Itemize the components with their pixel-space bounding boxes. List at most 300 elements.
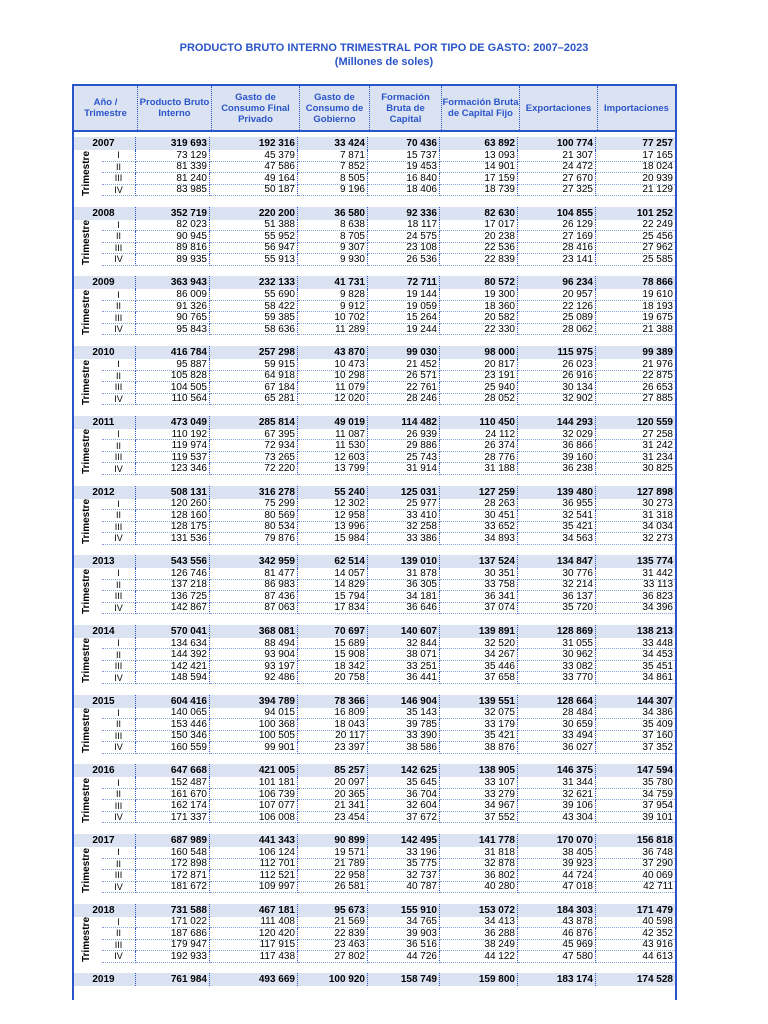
year-value: 70 697 (298, 625, 368, 638)
year-value: 63 892 (440, 137, 518, 150)
quarter-value: 181 672 (136, 882, 210, 894)
quarter-value: 16 840 (368, 173, 440, 185)
quarter-value: 8 505 (298, 173, 368, 185)
quarter-value: 32 878 (440, 859, 518, 871)
quarter-value: 67 395 (210, 429, 298, 441)
quarter-value: 26 939 (368, 429, 440, 441)
quarter-value: 26 129 (518, 220, 596, 232)
quarter-value: 19 571 (298, 847, 368, 859)
quarter-value: 22 126 (518, 301, 596, 313)
year-value: 33 424 (298, 137, 368, 150)
quarter-value: 30 659 (518, 719, 596, 731)
quarter-value: 26 374 (440, 440, 518, 452)
year-value: 232 133 (210, 276, 298, 289)
year-value: 120 559 (636, 416, 673, 428)
year-value: 99 030 (368, 346, 440, 359)
year-row (72, 416, 677, 429)
quarter-value: 33 448 (596, 638, 675, 650)
year-label: 2009 (72, 276, 136, 289)
quarter-value: 83 985 (136, 185, 210, 197)
quarter-value: 33 113 (596, 580, 675, 592)
year-value: 543 556 (136, 555, 210, 568)
quarter-value: 21 129 (596, 185, 675, 197)
quarter-value: 37 552 (440, 812, 518, 824)
year-value: 153 072 (440, 904, 518, 917)
quarter-value: 58 636 (210, 324, 298, 336)
quarter-value: 31 234 (596, 452, 675, 464)
trimestre-label: Trimestre (81, 708, 93, 754)
quarter-value: 32 604 (368, 800, 440, 812)
quarter-row (72, 603, 677, 615)
quarter-value: 26 571 (368, 371, 440, 383)
quarter-value: 34 861 (596, 672, 675, 684)
quarter-value: 42 352 (596, 928, 675, 940)
quarter-value: 26 023 (518, 359, 596, 371)
quarter-value: 64 918 (210, 371, 298, 383)
quarter-value: 25 743 (368, 452, 440, 464)
quarter-value: 50 187 (210, 185, 298, 197)
quarter-value: 11 530 (298, 440, 368, 452)
quarter-value: 19 610 (596, 289, 675, 301)
trimestre-label: Trimestre (81, 638, 93, 684)
quarter-value: 39 101 (596, 812, 675, 824)
quarter-value: 38 249 (440, 940, 518, 952)
year-value: 687 989 (136, 834, 210, 847)
quarter-value: 35 780 (596, 777, 675, 789)
quarter-row (72, 440, 677, 452)
quarter-value: 39 903 (368, 928, 440, 940)
year-value: 96 234 (518, 276, 596, 289)
quarter-value: 28 052 (440, 394, 518, 406)
quarter-label: I (102, 708, 136, 720)
quarter-value: 86 983 (210, 580, 298, 592)
quarter-label: IV (102, 185, 136, 197)
quarter-value: 13 093 (440, 150, 518, 162)
quarter-value: 30 351 (440, 568, 518, 580)
quarter-value: 44 613 (596, 951, 675, 963)
quarter-value: 31 344 (518, 777, 596, 789)
quarter-value: 112 521 (210, 870, 298, 882)
quarter-value: 31 914 (368, 463, 440, 475)
quarter-row (72, 220, 677, 232)
quarter-value: 15 689 (298, 638, 368, 650)
quarter-value: 34 453 (596, 649, 675, 661)
quarter-value: 47 580 (518, 951, 596, 963)
year-value: 146 904 (368, 695, 440, 708)
quarter-value: 117 915 (210, 940, 298, 952)
quarter-value: 15 737 (368, 150, 440, 162)
quarter-value: 117 438 (210, 951, 298, 963)
quarter-value: 19 453 (368, 162, 440, 174)
year-row (72, 834, 677, 847)
quarter-value: 35 720 (518, 603, 596, 615)
quarter-value: 67 184 (210, 382, 298, 394)
quarter-value: 47 018 (518, 882, 596, 894)
quarter-value: 33 251 (368, 661, 440, 673)
year-value: 147 594 (636, 765, 673, 777)
year-value: 41 731 (298, 276, 368, 289)
quarter-value: 90 765 (136, 312, 210, 324)
quarter-value: 105 828 (136, 371, 210, 383)
year-value: 127 898 (636, 486, 673, 498)
year-value: 570 041 (136, 625, 210, 638)
quarter-value: 95 843 (136, 324, 210, 336)
quarter-value: 23 463 (298, 940, 368, 952)
year-value: 170 070 (518, 834, 596, 847)
quarter-value: 28 416 (518, 243, 596, 255)
quarter-value: 9 912 (298, 301, 368, 313)
quarter-value: 36 802 (440, 870, 518, 882)
quarter-value: 31 188 (440, 463, 518, 475)
year-value: 62 514 (298, 555, 368, 568)
quarter-row (72, 742, 677, 754)
year-value: 493 669 (210, 973, 298, 986)
year-value: 342 959 (210, 555, 298, 568)
quarter-row (72, 940, 677, 952)
quarter-value: 137 218 (136, 580, 210, 592)
year-row (72, 973, 677, 986)
quarter-value: 20 117 (298, 731, 368, 743)
year-value: 731 588 (136, 904, 210, 917)
quarter-value: 30 451 (440, 510, 518, 522)
quarter-row (72, 568, 677, 580)
quarter-value: 19 144 (368, 289, 440, 301)
year-label: 2007 (72, 137, 136, 150)
quarter-value: 109 997 (210, 882, 298, 894)
quarter-row (72, 185, 677, 197)
quarter-label: III (102, 312, 136, 324)
year-row (72, 346, 677, 359)
quarter-value: 150 346 (136, 731, 210, 743)
quarter-value: 30 273 (596, 499, 675, 511)
quarter-value: 30 134 (518, 382, 596, 394)
quarter-row (72, 289, 677, 301)
quarter-value: 153 446 (136, 719, 210, 731)
year-value: 142 495 (368, 834, 440, 847)
quarter-value: 119 974 (136, 440, 210, 452)
quarter-row (72, 533, 677, 545)
quarter-value: 51 388 (210, 220, 298, 232)
quarter-value: 35 775 (368, 859, 440, 871)
quarter-value: 25 456 (596, 231, 675, 243)
quarter-value: 20 817 (440, 359, 518, 371)
quarter-value: 18 043 (298, 719, 368, 731)
quarter-value: 34 396 (596, 603, 675, 615)
quarter-value: 59 915 (210, 359, 298, 371)
header-importaciones: Importaciones (604, 102, 669, 114)
quarter-value: 19 675 (596, 312, 675, 324)
quarter-value: 81 477 (210, 568, 298, 580)
quarter-value: 38 071 (368, 649, 440, 661)
quarter-value: 44 724 (518, 870, 596, 882)
quarter-label: IV (102, 394, 136, 406)
quarter-value: 24 472 (518, 162, 596, 174)
quarter-value: 11 079 (298, 382, 368, 394)
quarter-value: 162 174 (136, 800, 210, 812)
quarter-value: 25 585 (596, 254, 675, 266)
quarter-value: 106 739 (210, 789, 298, 801)
quarter-value: 21 341 (298, 800, 368, 812)
quarter-value: 36 238 (518, 463, 596, 475)
quarter-label: I (102, 429, 136, 441)
quarter-label: II (102, 231, 136, 243)
year-value: 192 316 (210, 137, 298, 150)
quarter-value: 89 816 (136, 243, 210, 255)
quarter-label: IV (102, 882, 136, 894)
quarter-value: 18 739 (440, 185, 518, 197)
quarter-value: 42 711 (596, 882, 675, 894)
quarter-value: 16 809 (298, 708, 368, 720)
quarter-value: 40 069 (596, 870, 675, 882)
year-value: 285 814 (210, 416, 298, 429)
year-value: 319 693 (136, 137, 210, 150)
year-value: 78 366 (298, 695, 368, 708)
quarter-value: 32 258 (368, 522, 440, 534)
year-value: 144 307 (636, 695, 673, 707)
quarter-value: 17 165 (596, 150, 675, 162)
quarter-value: 7 852 (298, 162, 368, 174)
quarter-value: 95 887 (136, 359, 210, 371)
quarter-label: III (102, 452, 136, 464)
quarter-value: 179 947 (136, 940, 210, 952)
year-row (72, 625, 677, 638)
year-row (72, 137, 677, 150)
quarter-label: III (102, 940, 136, 952)
quarter-value: 10 473 (298, 359, 368, 371)
quarter-value: 86 009 (136, 289, 210, 301)
quarter-value: 28 263 (440, 499, 518, 511)
quarter-value: 33 652 (440, 522, 518, 534)
quarter-value: 30 776 (518, 568, 596, 580)
quarter-value: 65 281 (210, 394, 298, 406)
year-label: 2014 (72, 625, 136, 638)
quarter-value: 36 866 (518, 440, 596, 452)
quarter-value: 27 885 (596, 394, 675, 406)
year-value: 140 607 (368, 625, 440, 638)
quarter-value: 36 823 (596, 591, 675, 603)
quarter-value: 25 089 (518, 312, 596, 324)
quarter-value: 35 446 (440, 661, 518, 673)
quarter-value: 34 413 (440, 917, 518, 929)
quarter-value: 30 962 (518, 649, 596, 661)
year-value: 77 257 (642, 138, 673, 149)
quarter-value: 34 034 (596, 522, 675, 534)
quarter-label: III (102, 800, 136, 812)
quarter-label: I (102, 777, 136, 789)
quarter-label: II (102, 162, 136, 174)
year-value: 144 293 (518, 416, 596, 429)
year-value: 49 019 (298, 416, 368, 429)
quarter-value: 26 916 (518, 371, 596, 383)
year-value: 101 252 (636, 207, 673, 219)
quarter-value: 82 023 (136, 220, 210, 232)
year-label: 2011 (72, 416, 136, 429)
year-value: 156 818 (636, 835, 673, 846)
trimestre-label: Trimestre (81, 220, 93, 266)
quarter-value: 37 954 (596, 800, 675, 812)
quarter-value: 75 299 (210, 499, 298, 511)
title-line-2: (Millones de soles) (334, 56, 434, 68)
quarter-value: 32 075 (440, 708, 518, 720)
quarter-value: 15 794 (298, 591, 368, 603)
quarter-value: 17 159 (440, 173, 518, 185)
quarter-row (72, 789, 677, 801)
year-value: 183 174 (518, 973, 596, 986)
quarter-value: 20 097 (298, 777, 368, 789)
quarter-value: 32 029 (518, 429, 596, 441)
quarter-row (72, 499, 677, 511)
quarter-value: 192 933 (136, 951, 210, 963)
quarter-value: 43 304 (518, 812, 596, 824)
quarter-value: 12 302 (298, 499, 368, 511)
header-fbkf: Formación Bruta de Capital Fijo (442, 86, 520, 130)
year-row (72, 695, 677, 708)
quarter-value: 91 326 (136, 301, 210, 313)
quarter-value: 92 486 (210, 672, 298, 684)
quarter-value: 37 160 (596, 731, 675, 743)
trimestre-label: Trimestre (81, 917, 93, 963)
quarter-value: 8 705 (298, 231, 368, 243)
quarter-value: 160 548 (136, 847, 210, 859)
quarter-value: 93 904 (210, 649, 298, 661)
year-value: 72 711 (368, 276, 440, 289)
year-value: 174 528 (636, 974, 673, 986)
quarter-value: 101 181 (210, 777, 298, 789)
quarter-value: 33 494 (518, 731, 596, 743)
quarter-label: II (102, 859, 136, 871)
quarter-row (72, 928, 677, 940)
quarter-label: II (102, 789, 136, 801)
quarter-row (72, 870, 677, 882)
quarter-value: 81 240 (136, 173, 210, 185)
year-value: 220 200 (210, 207, 298, 220)
quarter-value: 79 876 (210, 533, 298, 545)
quarter-value: 37 074 (440, 603, 518, 615)
quarter-label: III (102, 243, 136, 255)
quarter-value: 112 701 (210, 859, 298, 871)
year-value: 125 031 (368, 486, 440, 499)
quarter-label: I (102, 638, 136, 650)
quarter-value: 31 878 (368, 568, 440, 580)
quarter-value: 34 386 (596, 708, 675, 720)
trimestre-label: Trimestre (81, 847, 93, 893)
quarter-row (72, 731, 677, 743)
quarter-value: 120 260 (136, 499, 210, 511)
quarter-value: 32 902 (518, 394, 596, 406)
year-label: 2016 (72, 764, 136, 777)
year-value: 100 920 (298, 973, 368, 986)
quarter-value: 88 494 (210, 638, 298, 650)
quarter-value: 36 748 (596, 847, 675, 859)
quarter-value: 17 017 (440, 220, 518, 232)
quarter-row (72, 847, 677, 859)
year-value: 441 343 (210, 834, 298, 847)
year-label: 2010 (72, 346, 136, 359)
quarter-value: 26 536 (368, 254, 440, 266)
quarter-value: 21 388 (596, 324, 675, 336)
quarter-value: 120 420 (210, 928, 298, 940)
quarter-value: 21 976 (596, 359, 675, 371)
year-value: 421 005 (210, 764, 298, 777)
quarter-value: 80 569 (210, 510, 298, 522)
quarter-value: 35 645 (368, 777, 440, 789)
year-value: 138 905 (440, 764, 518, 777)
year-value: 55 240 (298, 486, 368, 499)
quarter-label: III (102, 661, 136, 673)
year-value: 85 257 (298, 764, 368, 777)
quarter-value: 25 977 (368, 499, 440, 511)
quarter-value: 15 908 (298, 649, 368, 661)
quarter-value: 36 341 (440, 591, 518, 603)
quarter-value: 14 057 (298, 568, 368, 580)
year-value: 98 000 (440, 346, 518, 359)
quarter-label: I (102, 917, 136, 929)
year-value: 146 375 (518, 764, 596, 777)
year-value: 473 049 (136, 416, 210, 429)
quarter-value: 110 192 (136, 429, 210, 441)
quarter-label: III (102, 731, 136, 743)
year-label: 2017 (72, 834, 136, 847)
quarter-label: II (102, 301, 136, 313)
quarter-value: 28 484 (518, 708, 596, 720)
quarter-value: 148 594 (136, 672, 210, 684)
quarter-value: 33 196 (368, 847, 440, 859)
quarter-value: 26 581 (298, 882, 368, 894)
quarter-value: 33 179 (440, 719, 518, 731)
quarter-value: 44 122 (440, 951, 518, 963)
quarter-value: 22 958 (298, 870, 368, 882)
quarter-row (72, 382, 677, 394)
year-row (72, 904, 677, 917)
year-value: 604 416 (136, 695, 210, 708)
quarter-value: 15 984 (298, 533, 368, 545)
quarter-value: 38 586 (368, 742, 440, 754)
year-value: 114 482 (368, 416, 440, 429)
quarter-row (72, 312, 677, 324)
quarter-value: 23 108 (368, 243, 440, 255)
year-value: 394 789 (210, 695, 298, 708)
quarter-value: 36 441 (368, 672, 440, 684)
quarter-value: 140 065 (136, 708, 210, 720)
quarter-row (72, 951, 677, 963)
year-row (72, 486, 677, 499)
quarter-value: 80 534 (210, 522, 298, 534)
year-value: 95 673 (298, 904, 368, 917)
quarter-value: 36 646 (368, 603, 440, 615)
quarter-value: 104 505 (136, 382, 210, 394)
quarter-label: III (102, 870, 136, 882)
quarter-value: 160 559 (136, 742, 210, 754)
quarter-value: 21 789 (298, 859, 368, 871)
quarter-value: 32 273 (596, 533, 675, 545)
quarter-value: 35 421 (440, 731, 518, 743)
quarter-value: 7 871 (298, 150, 368, 162)
quarter-value: 110 564 (136, 394, 210, 406)
quarter-row (72, 591, 677, 603)
table-title (0, 41, 768, 69)
year-row (72, 764, 677, 777)
quarter-value: 18 342 (298, 661, 368, 673)
year-value: 257 298 (210, 346, 298, 359)
quarter-value: 9 196 (298, 185, 368, 197)
year-value: 171 479 (636, 904, 673, 916)
quarter-value: 33 107 (440, 777, 518, 789)
quarter-row (72, 243, 677, 255)
quarter-value: 27 258 (596, 429, 675, 441)
quarter-value: 33 410 (368, 510, 440, 522)
quarter-value: 37 290 (596, 859, 675, 871)
year-row (72, 276, 677, 289)
